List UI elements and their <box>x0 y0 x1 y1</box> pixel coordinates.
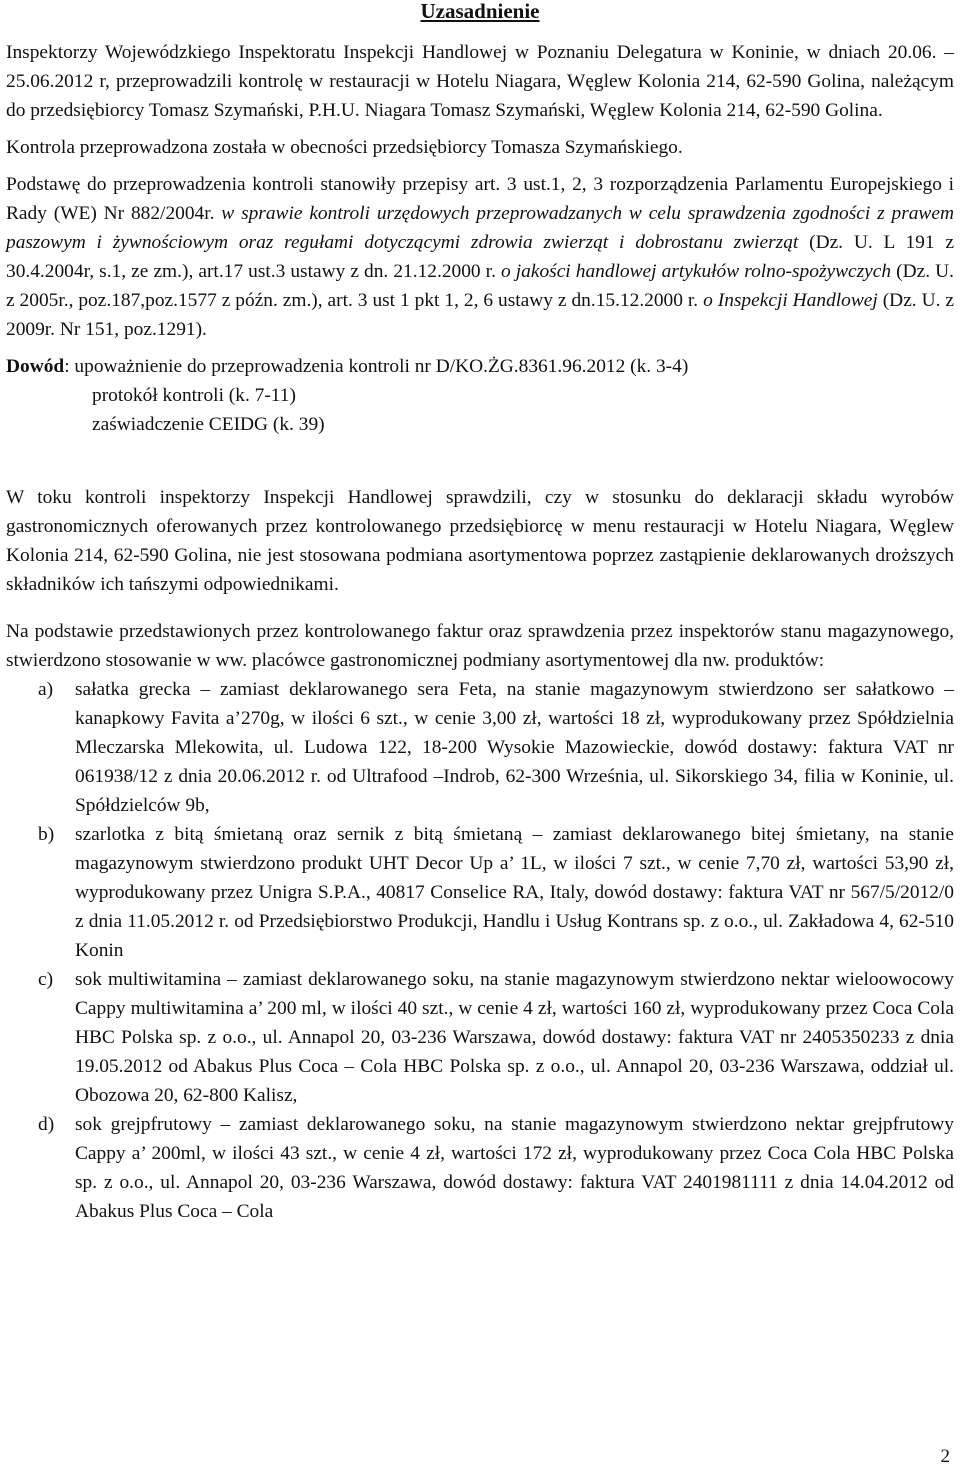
list-item-text: szarlotka z bitą śmietaną oraz sernik z bitą śmietaną – zamiast deklarowanego bitej śmietany, na stanie magazynowym stwierdzono produkt UHT Decor Up a’ 1L, w ilości 7 szt., w cenie 7,70 zł, wartości 53,90 zł, wyprodukowany przez Unigra S.P.A., 40817 Conselice RA, Italy, dowód dostawy: faktura VAT nr 567/5/2012/0 z dnia 11.05.2012 r. od Przedsiębiorstwo Produkcji, Handlu i Usług Kontrans sp. z o.o., ul. Zakładowa 4, 62-510 Konin <box>75 824 954 961</box>
legal-basis-text-3: (Dz. U. z 2005r., poz.187,poz.1577 z późn. zm.), art. 3 ust 1 pkt 1, 2, 6 ustawy z dn.15.12.2000 r. <box>6 261 954 311</box>
product-list <box>6 675 954 1226</box>
list-marker: d) <box>38 1114 55 1135</box>
evidence-item-2: protokół kontroli (k. 7-11) <box>92 385 296 406</box>
list-marker: c) <box>38 969 54 990</box>
legal-basis-italic-3: o Inspekcji Handlowej <box>703 290 878 311</box>
intro-paragraph-1: Inspektorzy Wojewódzkiego Inspektoratu Inspekcji Handlowej w Poznaniu Delegatura w Koninie, w dniach 20.06. – 25.06.2012 r, przeprowadzili kontrolę w restauracji w Hotelu Niagara, Węglew Kolonia 214, 62-590 Golina, należącym do przedsiębiorcy Tomasz Szymański, P.H.U. Niagara Tomasz Szymański, Węglew Kolonia 214, 62-590 Golina. <box>6 42 954 121</box>
document-heading: Uzasadnienie <box>420 0 540 23</box>
intro-paragraph-2: Kontrola przeprowadzona została w obecności przedsiębiorcy Tomasza Szymańskiego. <box>6 137 683 158</box>
evidence-block <box>6 352 954 439</box>
list-item <box>6 675 954 820</box>
evidence-label: Dowód <box>6 356 65 377</box>
inspection-paragraph: W toku kontroli inspektorzy Inspekcji Handlowej sprawdzili, czy w stosunku do deklaracji składu wyrobów gastronomicznych oferowanych przez kontrolowanego przedsiębiorcę w menu restauracji w Hotelu Niagara, Węglew Kolonia 214, 62-590 Golina, nie jest stosowana podmiana asortymentowa poprzez zastąpienie deklarowanych droższych składników ich tańszymi odpowiednikami. <box>6 487 954 595</box>
list-item-text: sałatka grecka – zamiast deklarowanego sera Feta, na stanie magazynowym stwierdzono ser sałatkowo – kanapkowy Favita a’270g, w ilości 6 szt., w cenie 3,00 zł, wartości 18 zł, wyprodukowany przez Spółdzielnia Mleczarska Mlekowita, ul. Ludowa 122, 18-200 Wysokie Mazowieckie, dowód dostawy: faktura VAT nr 061938/12 z dnia 20.06.2012 r. od Ultrafood –Indrob, 62-300 Września, ul. Sikorskiego 34, filia w Koninie, ul. Spółdzielców 9b, <box>75 679 954 816</box>
list-item <box>6 1110 954 1226</box>
legal-basis-text-1: Podstawę do przeprowadzenia kontroli stanowiły przepisy art. 3 ust.1, 2, 3 rozporządzenia Parlamentu Europejskiego i Rady (WE) Nr 882/2004r. <box>6 174 954 224</box>
legal-basis-paragraph <box>6 170 954 344</box>
list-item <box>6 965 954 1110</box>
evidence-item-3: zaświadczenie CEIDG (k. 39) <box>92 414 325 435</box>
list-marker: b) <box>38 824 55 845</box>
evidence-item-1: : upoważnienie do przeprowadzenia kontroli nr D/KO.ŻG.8361.96.2012 (k. 3-4) <box>64 356 689 377</box>
evidence-line-1 <box>6 352 954 381</box>
legal-basis-text-4: (Dz. U. z 2009r. Nr 151, poz.1291). <box>6 290 954 340</box>
legal-basis-text-2: (Dz. U. L 191 z 30.4.2004r, s.1, ze zm.), art.17 ust.3 ustawy z dn. 21.12.2000 r. <box>6 232 954 282</box>
list-marker: a) <box>38 679 54 700</box>
document-content <box>6 38 954 1226</box>
legal-basis-italic-2: o jakości handlowej artykułów rolno-spożywczych <box>501 261 892 282</box>
page-number: 2 <box>940 1446 950 1467</box>
list-item-text: sok grejpfrutowy – zamiast deklarowanego soku, na stanie magazynowym stwierdzono nektar grejpfrutowy Cappy a’ 200ml, w ilości 43 szt., w cenie 4 zł, wartości 172 zł, wyprodukowany przez Coca Cola HBC Polska sp. z o.o., ul. Annapol 20, 03-236 Warszawa, dowód dostawy: faktura VAT 2401981111 z dnia 14.04.2012 od Abakus Plus Coca – Cola <box>75 1114 954 1222</box>
list-item <box>6 820 954 965</box>
findings-paragraph: Na podstawie przedstawionych przez kontrolowanego faktur oraz sprawdzenia przez inspektorów stanu magazynowego, stwierdzono stosowanie w ww. placówce gastronomicznej podmiany asortymentowej dla nw. produktów: <box>6 621 954 671</box>
legal-basis-italic-1: w sprawie kontroli urzędowych przeprowadzanych w celu sprawdzenia zgodności z prawem paszowym i żywnościowym oraz regułami dotyczącymi zdrowia zwierząt i dobrostanu zwierząt <box>6 203 954 253</box>
list-item-text: sok multiwitamina – zamiast deklarowanego soku, na stanie magazynowym stwierdzono nektar wieloowocowy Cappy multiwitamina a’ 200 ml, w ilości 40 szt., w cenie 4 zł, wartości 160 zł, wyprodukowany przez Coca Cola HBC Polska sp. z o.o., ul. Annapol 20, 03-236 Warszawa, dowód dostawy: faktura VAT nr 2405350233 z dnia 19.05.2012 od Abakus Plus Coca – Cola HBC Polska sp. z o.o., ul. Annapol 20, 03-236 Warszawa, oddział ul. Obozowa 20, 62-800 Kalisz, <box>75 969 954 1106</box>
